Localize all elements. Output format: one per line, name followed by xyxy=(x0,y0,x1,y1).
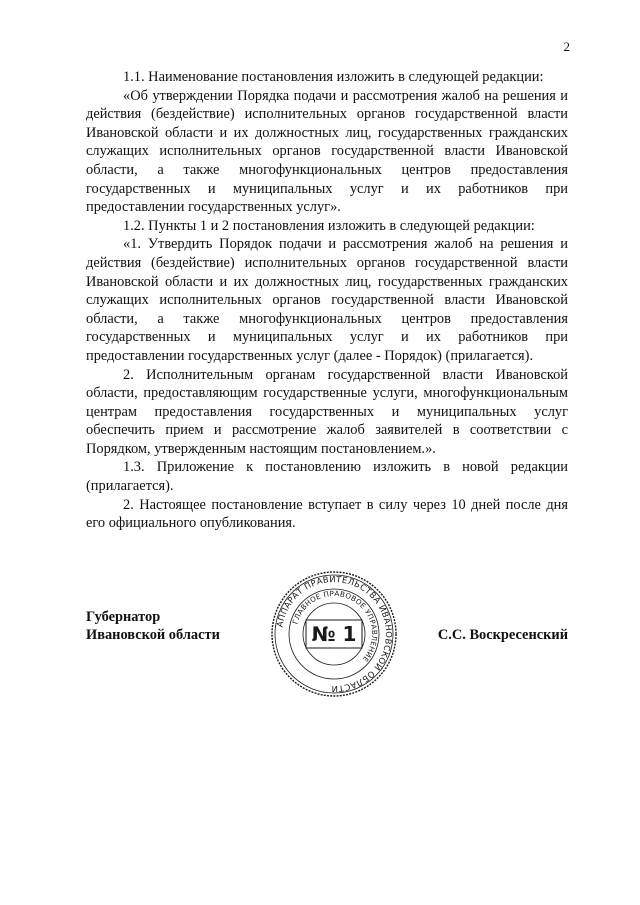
paragraph-1-3: 1.3. Приложение к постановлению изложить в новой редакции (прилагается). xyxy=(86,459,568,495)
paragraph-item-2: 2. Исполнительным органам государственной власти Ивановской области, предоставляющим государственные услуги, многофункциональным центрам предоставления государственных и муниципальных услуг обеспечить прием и рассмотрение жалоб заявителей в соответствии с Порядком, утвержденным настоящим постановлением.». xyxy=(86,366,568,457)
paragraph-1-1: 1.1. Наименование постановления изложить в следующей редакции: xyxy=(123,69,544,85)
page-number: 2 xyxy=(563,39,570,54)
paragraph-new-title: «Об утверждении Порядка подачи и рассмотрения жалоб на решения и действия (бездействие) исполнительных органов государственной власти Ивановской области и их должностных лиц, государственных гражданских служащих исполнительных органов государственной власти Ивановской области, а также многофункциональных центров предоставления государственных и муниципальных услуг и их работников при предоставлении государственных услуг». xyxy=(86,87,568,216)
seal-number: № 1 xyxy=(311,622,357,646)
position-line-1: Губернатор xyxy=(86,609,161,625)
seal-inner-text: ГЛАВНОЕ ПРАВОВОЕ УПРАВЛЕНИЕ xyxy=(290,588,380,665)
signatory-name: С.С. Воскресенский xyxy=(437,627,568,643)
signatory-position xyxy=(86,608,220,644)
document-body xyxy=(86,68,568,533)
paragraph-item-1: «1. Утвердить Порядок подачи и рассмотрения жалоб на решения и действия (бездействие) исполнительных органов государственной власти Ивановской области и их должностных лиц, государственных гражданских служащих исполнительных органов государственной власти Ивановской области, а также многофункциональных центров предоставления государственных и муниципальных услуг и их работников при предоставлении государственных услуг (далее - Порядок) (прилагается). xyxy=(86,236,568,364)
official-seal xyxy=(270,570,398,698)
signature-block xyxy=(86,570,568,700)
paragraph-2: 2. Настоящее постановление вступает в силу через 10 дней после дня его официального опубликования. xyxy=(86,496,568,532)
seal-outer-text: АППАРАТ ПРАВИТЕЛЬСТВА ИВАНОВСКОЙ ОБЛАСТИ xyxy=(274,573,395,695)
paragraph-1-2: 1.2. Пункты 1 и 2 постановления изложить в следующей редакции: xyxy=(123,217,535,234)
position-line-2: Ивановской области xyxy=(86,627,220,643)
